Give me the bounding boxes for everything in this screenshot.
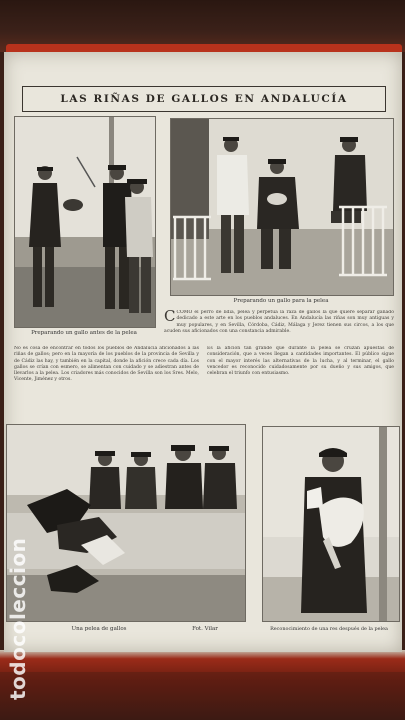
title-frame <box>22 86 386 112</box>
body-text-left-content: No es cosa de encontrar en todos los pueblos de Andalucía aficionados a las riñas de gallos; pero en la mayoría de los pueblos de la provincia de Sevilla y de Cádiz las hay, y también en la capital, donde la afición crece cada día. Los gallos se crían con esmero, se alimentan con cuidado y se adiestran antes de llevarlos a la pelea. Los criadores más conocidos de Sevilla son los Sres. Melo, Vicente, Jiménez y otros. <box>14 346 199 383</box>
body-text-right-content: Es la afición tan grande que durante la pelea se cruzan apuestas de consideración, que a veces llegan a cantidades importantes. El público sigue con el mayor interés las alternativas de la lucha, y al terminar, el gallo vencedor es reconocido cuidadosamente por su dueño y sus amigos, que celebran el triunfo con entusiasmo. <box>207 346 394 377</box>
intro-text: COMO el perro de lidia, pelea y perpetúa la raza de gallos la que quiere separar ganado dedicado a este arte en los pueblos andaluces. En Andalucía las riñas son muy antiguas y muy populares, y en Sevilla, Córdoba, Cádiz, Málaga y Jerez tienen sus circos, a los que acuden sus aficionados con una constancia admirable. <box>164 310 394 334</box>
drop-cap: C <box>164 310 176 325</box>
caption-photo4: Reconocimiento de una res después de la pelea <box>270 626 388 632</box>
photo-credit: Fot. Vilar <box>192 626 218 632</box>
photo-group-with-cages <box>170 118 394 296</box>
binder-edge-bottom <box>0 650 405 672</box>
photo-preparing-rooster <box>14 116 156 328</box>
photo-cockfight <box>6 424 246 622</box>
watermark-text: todocoleccion <box>6 537 30 700</box>
body-text-left <box>14 346 199 416</box>
magazine-page <box>4 52 402 652</box>
body-text-right <box>207 346 394 416</box>
watermark <box>6 537 30 700</box>
photo-man-holding-rooster <box>262 426 400 622</box>
caption-photo1: Preparando un gallo antes de la pelea <box>31 330 137 336</box>
caption-photo2: Preparando un gallo para la pelea <box>233 298 329 304</box>
article-title: LAS RIÑAS DE GALLOS EN ANDALUCÍA <box>60 93 348 105</box>
intro-text-block <box>164 310 394 344</box>
caption-photo3: Una pelea de gallos <box>71 626 127 632</box>
